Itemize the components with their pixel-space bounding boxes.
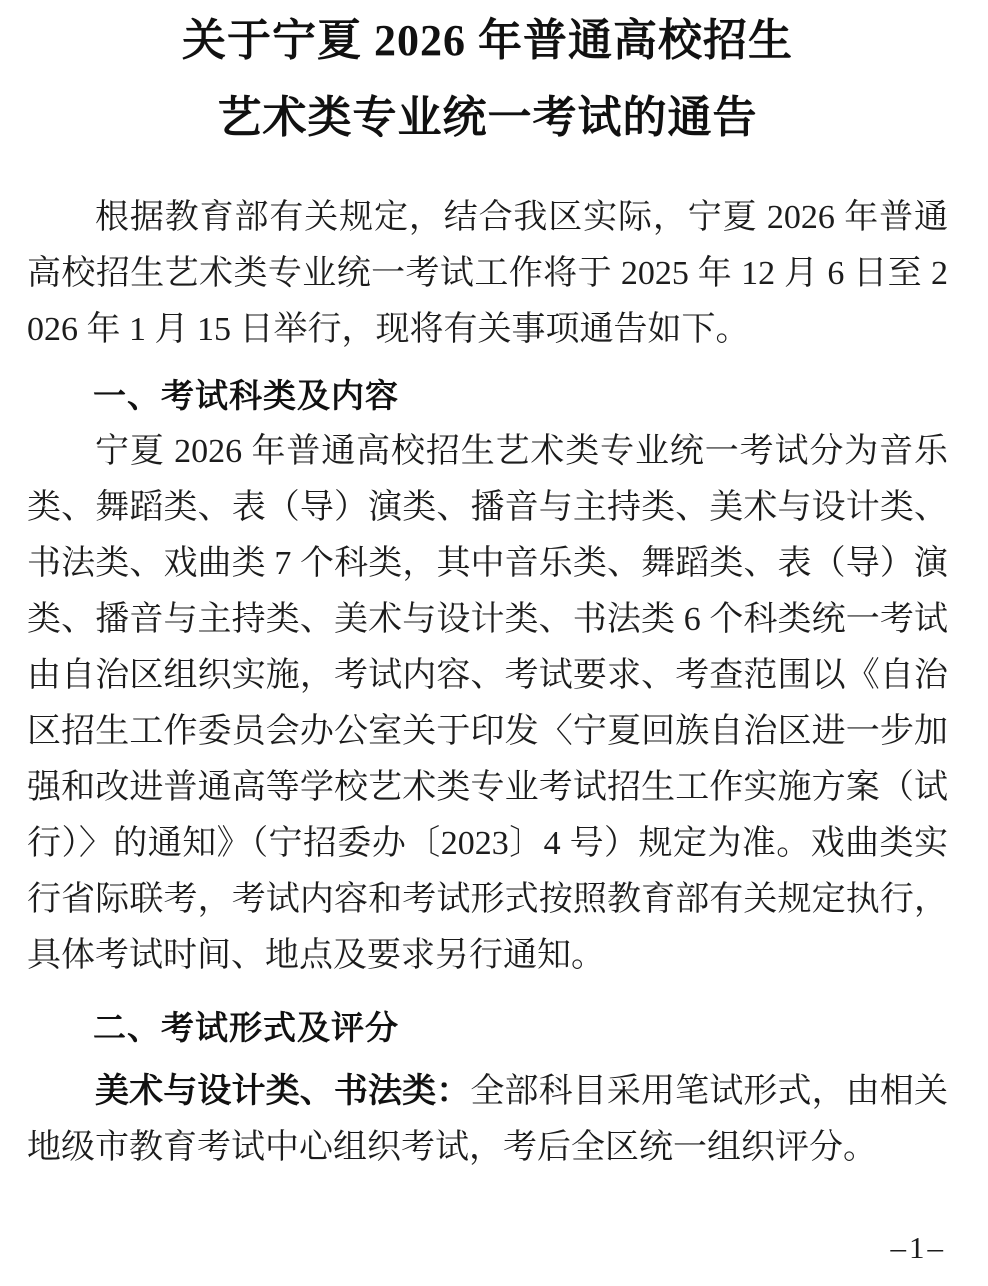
section-1-paragraph: 宁夏 2026 年普通高校招生艺术类专业统一考试分为音乐类、舞蹈类、表（导）演类、播音与主持类、美术与设计类、书法类、戏曲类 7 个科类，其中音乐类、舞蹈类、表（导）演类、播音与主持类、美术与设计类、书法类 6 个科类统一考试由自治区组织实施，考试内容、考试要求、考查范围以《自治区招生工作委员会办公室关于印发〈宁夏回族自治区进一步加强和改进普通高等学校艺术类专业考试招生工作实施方案（试行）〉的通知》（宁招委办〔2023〕4 号）规定为准。戏曲类实行省际联考，考试内容和考试形式按照教育部有关规定执行，具体考试时间、地点及要求另行通知。: [27, 433, 948, 974]
intro-paragraph: 根据教育部有关规定，结合我区实际，宁夏 2026 年普通高校招生艺术类专业统一考试工作将于 2025 年 12 月 6 日至 2026 年 1 月 15 日举行，现将有关事项通告如下。: [27, 199, 948, 348]
section-2-heading: 二、考试形式及评分: [93, 1009, 399, 1046]
document-title: [27, 2, 948, 156]
section-2-lead-label: 美术与设计类、书法类：: [95, 1073, 471, 1110]
document-title-line-1: 关于宁夏 2026 年普通高校招生: [182, 16, 793, 65]
document-title-line-2: 艺术类专业统一考试的通告: [217, 93, 758, 142]
section-2-body-text: 全部科目采用笔试形式，由相关地级市教育考试中心组织考试，考后全区统一组织评分。: [27, 1073, 948, 1166]
section-2-paragraph: [27, 1064, 948, 1176]
page-number: –1–: [890, 1230, 946, 1265]
section-1-heading: 一、考试科类及内容: [93, 377, 399, 414]
